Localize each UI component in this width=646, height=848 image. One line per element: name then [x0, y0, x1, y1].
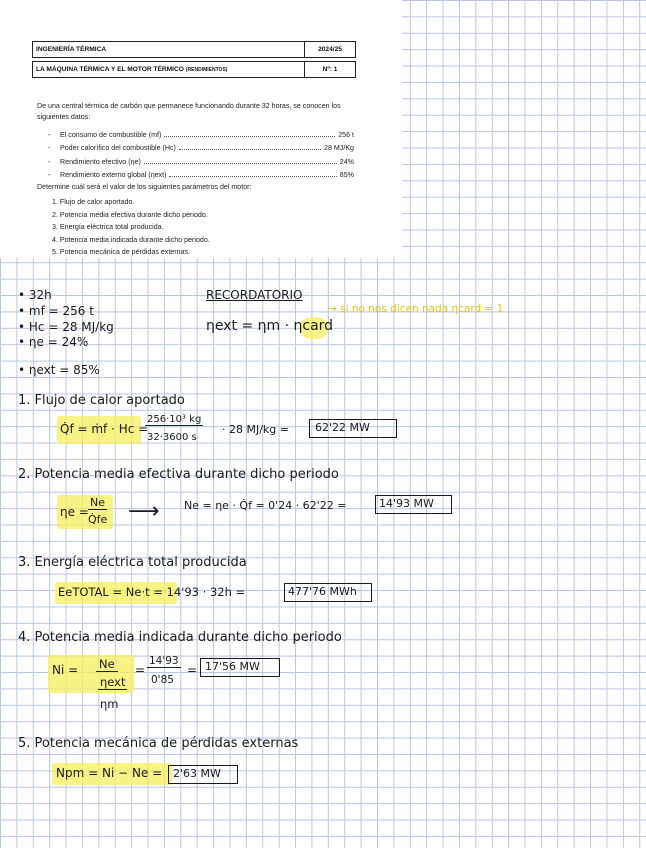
data-list [48, 125, 354, 179]
section-2-arrow: ⟶ [128, 499, 160, 524]
section-5-title: 5. Potencia mecánica de pérdidas externas [18, 736, 299, 751]
section-1-title: 1. Flujo de calor aportado [18, 393, 185, 408]
sheet-number: Nº: 1 [322, 66, 338, 73]
sheet-title-note: (RENDIMIENTOS) [185, 66, 228, 73]
header-row-title [32, 61, 356, 78]
question-item: 2. Potencia media efectiva durante dicho periodo. [52, 210, 208, 219]
section-5-calc: Npm = Ni − Ne = [56, 766, 163, 780]
data-item: - El consumo de combustible (mf) 256 t [48, 130, 354, 139]
section-3-result: 477'76 MWh [288, 585, 357, 598]
section-3-title: 3. Energía eléctrica total producida [18, 555, 247, 570]
question-text: Determine cuál será el valor de los siguientes parámetros del motor: [37, 183, 252, 191]
question-item: 3. Energía eléctrica total producida. [52, 223, 164, 232]
section-3-calc: EeTOTAL = Ne·t = 14'93 · 32h = [58, 585, 246, 599]
sheet-title: LA MÁQUINA TÉRMICA Y EL MOTOR TÉRMICO [36, 66, 184, 73]
title-cell [33, 62, 305, 77]
given-fuel-mass: • mf = 256 t [18, 304, 94, 318]
data-item: - Poder calorífico del combustible (Hc) 28 MJ/Kg [48, 144, 354, 152]
header-row-subject [32, 41, 356, 58]
subject-label: INGENIERÍA TÉRMICA [33, 42, 305, 57]
given-heating-value: • Hc = 28 MJ/kg [18, 320, 114, 334]
section-4-numerator-2: 14'93 [149, 655, 179, 667]
section-5-result: 2'63 MW [173, 767, 221, 780]
question-item: 4. Potencia media indicada durante dicho periodo. [52, 235, 210, 244]
section-4-equals: = [135, 663, 146, 677]
problem-sheet [0, 0, 402, 258]
section-1-lhs: Q̇f = ṁf · Hc = [60, 422, 149, 436]
section-4-numerator: Ne [96, 657, 118, 672]
section-2-result: 14'93 MW [379, 497, 434, 510]
given-external-efficiency: • ηext = 85% [18, 363, 100, 377]
section-4-denominator-2: ηm [100, 697, 119, 711]
recordatorio-title: RECORDATORIO [206, 288, 303, 302]
question-item: 5. Potencia mecánica de pérdidas externas. [52, 248, 191, 257]
section-2-numerator: Ne [90, 496, 105, 509]
recordatorio-note: → si no nos dicen nada ηcard = 1 [328, 303, 504, 315]
section-1-numerator: 256·10³ kg [147, 414, 202, 425]
problem-intro: De una central térmica de carbón que permanece funcionando durante 32 horas, se conocen los siguientes datos: [37, 102, 341, 121]
section-4-lhs: Ni = [52, 663, 79, 677]
section-4-result: 17'56 MW [205, 660, 260, 673]
data-item: - Rendimiento efectivo (ηe) 24% [48, 157, 354, 166]
section-2-calc: Ne = ηe · Q̇f = 0'24 · 62'22 = [184, 499, 347, 512]
given-time: • 32h [18, 288, 52, 302]
section-4-title: 4. Potencia media indicada durante dicho periodo [18, 630, 342, 645]
data-item: - Rendimiento externo global (ηext) 85% [48, 171, 354, 179]
recordatorio-formula: ηext = ηm · ηcard [206, 318, 334, 334]
section-1-denominator: 32·3600 s [147, 432, 197, 443]
section-2-title: 2. Potencia media efectiva durante dicho periodo [18, 467, 339, 482]
question-item: 1. Flujo de calor aportado. [52, 198, 135, 206]
section-4-equals-2: = [187, 663, 198, 677]
year-label: 2024/25 [318, 46, 342, 53]
section-1-middle: · 28 MJ/kg = [222, 423, 289, 436]
question-list [52, 196, 210, 259]
section-1-result: 62'22 MW [315, 421, 370, 434]
given-effective-efficiency: • ηe = 24% [18, 335, 89, 349]
section-2-denominator: Q̇fe [88, 513, 108, 526]
section-4-denominator-3: 0'85 [151, 674, 174, 686]
section-4-denominator: ηext [100, 675, 126, 689]
section-2-lhs: ηe = [60, 505, 89, 519]
